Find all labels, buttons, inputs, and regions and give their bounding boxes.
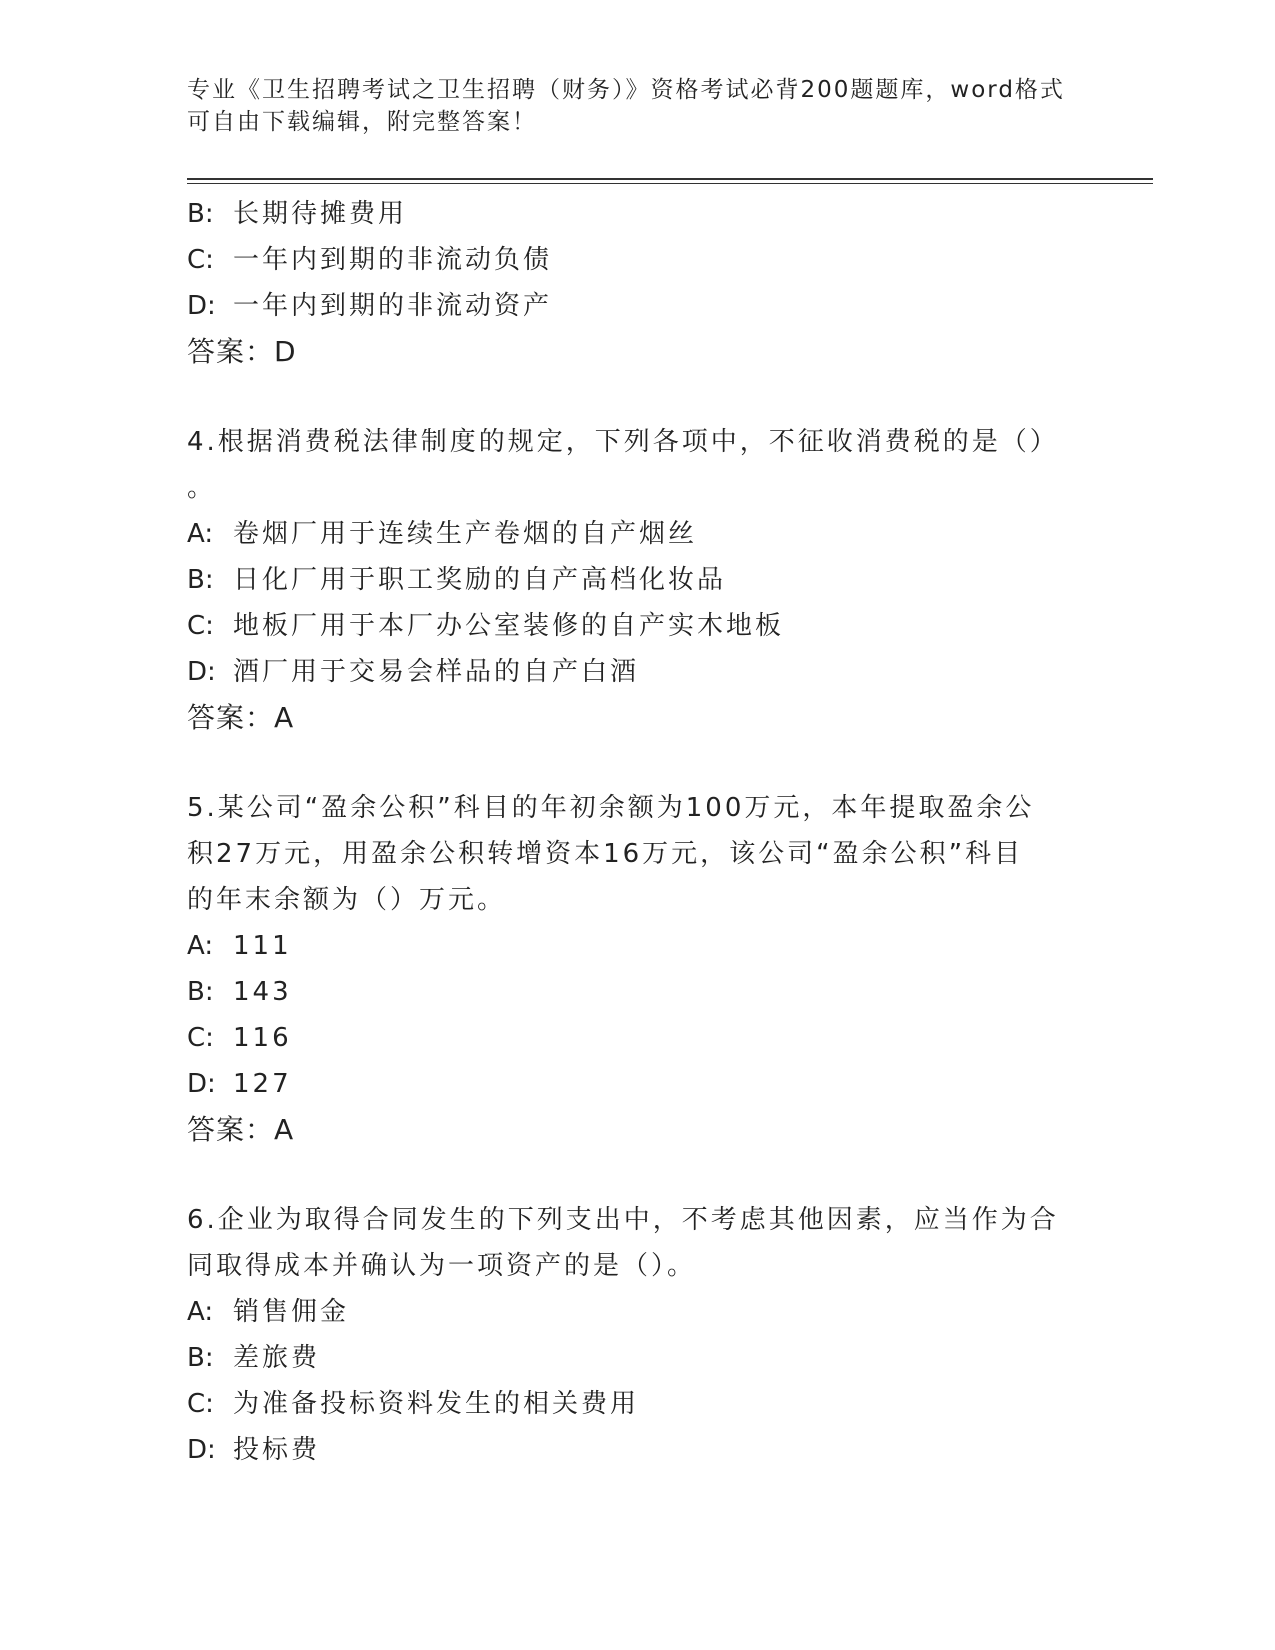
option-b [187, 1335, 1067, 1381]
question-5 [187, 785, 1067, 1153]
header-divider-thick [187, 178, 1153, 180]
option-key: A: [187, 519, 214, 549]
option-text: 投标费 [233, 1435, 321, 1465]
answer-line: 答案：A [187, 701, 295, 734]
question-6 [187, 1197, 1067, 1473]
option-text: 一年内到期的非流动负债 [233, 245, 553, 275]
question-stem-line: 积27万元，用盈余公积转增资本16万元，该公司“盈余公积”科目 [187, 839, 1024, 869]
option-text: 为准备投标资料发生的相关费用 [233, 1389, 640, 1419]
option-key: B: [187, 565, 214, 595]
option-a [187, 923, 1067, 969]
header-line-1: 专业《卫生招聘考试之卫生招聘（财务）》资格考试必背200题题库，word格式 [187, 77, 1065, 103]
option-key: D: [187, 1435, 216, 1465]
header-line-2: 可自由下载编辑，附完整答案！ [187, 109, 537, 135]
option-text: 一年内到期的非流动资产 [233, 291, 553, 321]
option-text: 酒厂用于交易会样品的自产白酒 [233, 657, 640, 687]
option-text: 116 [233, 1023, 292, 1053]
option-d [187, 649, 1067, 695]
option-c [187, 603, 1067, 649]
option-c [187, 1015, 1067, 1061]
option-text: 143 [233, 977, 292, 1007]
question-3-tail [187, 191, 1067, 375]
question-stem-line: 的年末余额为（）万元。 [187, 885, 507, 915]
question-stem-line: 4.根据消费税法律制度的规定，下列各项中，不征收消费税的是（） [187, 427, 1059, 457]
option-text: 差旅费 [233, 1343, 321, 1373]
option-key: C: [187, 611, 214, 641]
option-key: D: [187, 291, 216, 321]
option-d [187, 1061, 1067, 1107]
option-key: C: [187, 245, 214, 275]
option-b [187, 969, 1067, 1015]
option-b [187, 191, 1067, 237]
option-key: B: [187, 199, 214, 229]
option-text: 长期待摊费用 [233, 199, 408, 229]
option-text: 卷烟厂用于连续生产卷烟的自产烟丝 [233, 519, 698, 549]
header-divider-thin [187, 183, 1153, 184]
option-text: 日化厂用于职工奖励的自产高档化妆品 [233, 565, 727, 595]
option-b [187, 557, 1067, 603]
spacer [187, 1153, 1067, 1197]
option-c [187, 237, 1067, 283]
answer-line: 答案：D [187, 335, 297, 368]
option-d [187, 283, 1067, 329]
option-key: B: [187, 977, 214, 1007]
option-a [187, 511, 1067, 557]
spacer [187, 741, 1067, 785]
answer-line: 答案：A [187, 1113, 295, 1146]
question-stem-line: 。 [187, 473, 217, 503]
option-key: C: [187, 1023, 214, 1053]
document-header [187, 74, 1067, 138]
question-list [187, 191, 1067, 1473]
question-stem-line: 6.企业为取得合同发生的下列支出中，不考虑其他因素，应当作为合 [187, 1205, 1059, 1235]
option-text: 127 [233, 1069, 292, 1099]
option-key: B: [187, 1343, 214, 1373]
option-text: 地板厂用于本厂办公室装修的自产实木地板 [233, 611, 785, 641]
option-c [187, 1381, 1067, 1427]
option-key: A: [187, 1297, 214, 1327]
spacer [187, 375, 1067, 419]
option-d [187, 1427, 1067, 1473]
option-key: D: [187, 1069, 216, 1099]
option-key: C: [187, 1389, 214, 1419]
option-a [187, 1289, 1067, 1335]
question-4 [187, 419, 1067, 741]
option-key: D: [187, 657, 216, 687]
question-stem-line: 同取得成本并确认为一项资产的是（）。 [187, 1251, 697, 1281]
option-text: 111 [233, 931, 292, 961]
question-stem-line: 5.某公司“盈余公积”科目的年初余额为100万元，本年提取盈余公 [187, 793, 1035, 823]
option-text: 销售佣金 [233, 1297, 350, 1327]
option-key: A: [187, 931, 214, 961]
